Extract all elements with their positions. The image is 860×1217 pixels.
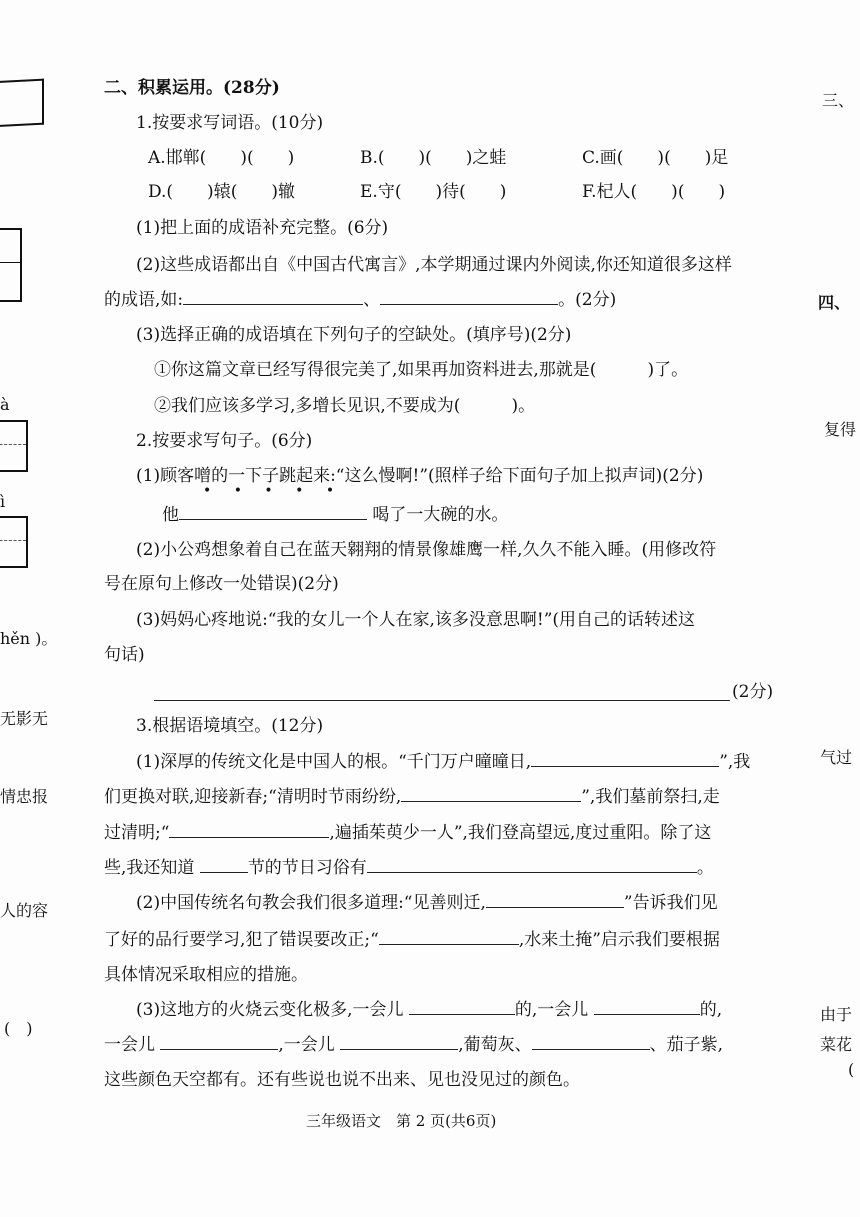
left-margin-text-2: 情忠报 — [0, 787, 49, 806]
q3-line-3 — [104, 823, 711, 843]
q1-part-2-separator: 、 — [363, 290, 381, 310]
left-margin-text-1: 无影无 — [0, 709, 49, 728]
q1-part-3-sentence-2[interactable]: ②我们应该多学习,多增长见识,不要成为( )。 — [154, 396, 536, 416]
color-blank-3[interactable] — [160, 1035, 278, 1050]
q3-line-4-prefix: 些,我还知道 — [104, 858, 195, 878]
right-margin-text-5: 由于 — [820, 1005, 853, 1024]
q1-part-2-prefix: 的成语,如: — [104, 290, 184, 310]
color-blank-1[interactable] — [409, 1000, 515, 1015]
q3-line-3-text: ,遍插茱萸少一人”,我们登高望远,度过重阳。除了这 — [329, 823, 712, 843]
q3-line-6-text: ,水来土掩”启示我们要根据 — [518, 930, 720, 950]
q2-title: 2.按要求写句子。(6分) — [136, 431, 313, 451]
q1-part-1: (1)把上面的成语补充完整。(6分) — [136, 218, 389, 238]
festival-blank[interactable] — [200, 858, 248, 873]
poem-blank-1[interactable] — [531, 752, 719, 767]
q3-line-4-end: 。 — [696, 858, 714, 878]
poem-blank-2[interactable] — [401, 787, 581, 802]
right-margin-text-3: 复得 — [824, 420, 857, 439]
q3-line-4 — [104, 858, 714, 878]
q3-line-3-prefix: 过清明;“ — [104, 823, 170, 843]
idiom-item-a[interactable]: A.邯郸( )( ) — [148, 148, 295, 168]
q3-line-7: 具体情况采取相应的措施。 — [104, 965, 308, 985]
q1-part-3-sentence-1[interactable]: ①你这篇文章已经写得很完美了,如果再加资料进去,那就是( )了。 — [154, 360, 689, 380]
idiom-item-f[interactable]: F.杞人( )( ) — [582, 182, 726, 202]
q3-line-9-mid-2: ,葡萄灰、 — [458, 1035, 532, 1055]
q3-line-6-prefix: 了好的品行要学习,犯了错误要改正;“ — [104, 930, 379, 950]
q3-line-9-mid-1: ,一会儿 — [278, 1035, 335, 1055]
reported-speech-blank[interactable] — [154, 686, 730, 701]
q3-line-6 — [104, 930, 720, 950]
right-margin-text-2: 四、 — [818, 293, 851, 312]
color-blank-4[interactable] — [340, 1035, 458, 1050]
left-margin-box-2 — [0, 228, 22, 302]
left-margin-divider — [0, 262, 20, 263]
q3-line-8 — [136, 1000, 722, 1020]
right-margin-text-6: 菜花 — [820, 1035, 853, 1054]
q1-part-2-line-1: (2)这些成语都出自《中国古代寓言》,本学期通过课内外阅读,你还知道很多这样 — [136, 255, 732, 275]
q2-answer-suffix: 喝了一大碗的水。 — [372, 505, 509, 525]
q3-line-10: 这些颜色天空都有。还有些说也说不出来、见也没见过的颜色。 — [104, 1070, 580, 1090]
onomatopoeia-blank[interactable] — [179, 505, 367, 520]
proverb-blank-2[interactable] — [379, 930, 519, 945]
left-margin-dash-1 — [0, 444, 26, 445]
q1-part-2-line-2 — [104, 290, 616, 310]
emphasis-dots: • • • • • — [203, 483, 344, 499]
q2-answer-prefix: 他 — [162, 505, 179, 525]
q1-title: 1.按要求写词语。(10分) — [136, 113, 324, 133]
right-margin-text-4: 气过 — [820, 748, 853, 767]
left-margin-pinyin-i: ì — [0, 492, 6, 511]
q2-part-3-line-1: (3)妈妈心疼地说:“我的女儿一个人在家,该多没意思啊!”(用自己的话转述这 — [136, 610, 696, 630]
q3-title: 3.根据语境填空。(12分) — [136, 716, 324, 736]
left-margin-text-3: 人的容 — [0, 901, 49, 920]
q1-part-3: (3)选择正确的成语填在下列句子的空缺处。(填序号)(2分) — [136, 325, 572, 345]
custom-blank[interactable] — [367, 858, 697, 873]
q1-part-2-score: 。(2分) — [558, 290, 617, 310]
idiom-item-d[interactable]: D.( )辕( )辙 — [148, 182, 295, 202]
q3-line-8-mid: 的,一会儿 — [514, 1000, 589, 1020]
q3-line-5-text: (2)中国传统名句教会我们很多道理:“见善则迁, — [136, 893, 486, 913]
idiom-blank-2[interactable] — [380, 290, 558, 305]
left-margin-box-3 — [0, 420, 28, 472]
idiom-item-e[interactable]: E.守( )待( ) — [360, 182, 507, 202]
right-margin-text-1: 三、 — [822, 91, 855, 110]
left-margin-dash-2 — [0, 540, 26, 541]
q3-line-1 — [136, 752, 750, 772]
q3-line-1-text: (1)深厚的传统文化是中国人的根。“千门万户曈曈日, — [136, 752, 532, 772]
left-margin-pinyin-hen: hěn )。 — [0, 629, 58, 648]
q3-line-1-end: ”,我 — [719, 752, 751, 772]
proverb-blank-1[interactable] — [486, 893, 624, 908]
poem-blank-3[interactable] — [169, 823, 329, 838]
q3-line-8-end: 的, — [699, 1000, 723, 1020]
q3-line-8-prefix: (3)这地方的火烧云变化极多,一会儿 — [136, 1000, 404, 1020]
left-margin-box-4 — [0, 516, 28, 568]
q2-part-1-answer — [162, 505, 508, 525]
q2-part-2-line-2: 号在原句上修改一处错误)(2分) — [104, 574, 339, 594]
q3-line-9 — [104, 1035, 723, 1055]
idiom-blank-1[interactable] — [183, 290, 363, 305]
left-margin-pinyin-a: à — [0, 395, 10, 414]
idiom-item-b[interactable]: B.( )( )之蛙 — [360, 148, 507, 168]
q3-line-5 — [136, 893, 718, 913]
q3-line-5-end: ”告诉我们见 — [623, 893, 718, 913]
right-margin-text-7: ( — [848, 1060, 855, 1079]
q2-part-1: (1)顾客噌的一下子跳起来:“这么慢啊!”(照样子给下面句子加上拟声词)(2分) — [136, 466, 704, 486]
idiom-item-c[interactable]: C.画( )( )足 — [582, 148, 729, 168]
section-title: 二、积累运用。(28分) — [104, 78, 280, 98]
q3-line-4-mid: 节的节日习俗有 — [247, 858, 367, 878]
color-blank-5[interactable] — [532, 1035, 650, 1050]
q2-part-2-line-1[interactable]: (2)小公鸡想象着自己在蓝天翱翔的情景像雄鹰一样,久久不能入睡。(用修改符 — [136, 540, 717, 560]
q2-part-3-line-2: 句话) — [104, 645, 145, 665]
q3-line-2-text: 们更换对联,迎接新春;“清明时节雨纷纷, — [104, 787, 402, 807]
color-blank-2[interactable] — [594, 1000, 700, 1015]
q2-part-3-score: (2分) — [732, 682, 774, 702]
page-footer: 三年级语文 第 2 页(共6页) — [306, 1112, 497, 1130]
q3-line-2 — [104, 787, 720, 807]
left-margin-paren: ( ) — [4, 1019, 33, 1038]
q3-line-9-prefix: 一会儿 — [104, 1035, 155, 1055]
q3-line-9-end: 、茄子紫, — [649, 1035, 724, 1055]
q3-line-2-end: ”,我们墓前祭扫,走 — [581, 787, 720, 807]
left-margin-box-1 — [0, 79, 44, 128]
